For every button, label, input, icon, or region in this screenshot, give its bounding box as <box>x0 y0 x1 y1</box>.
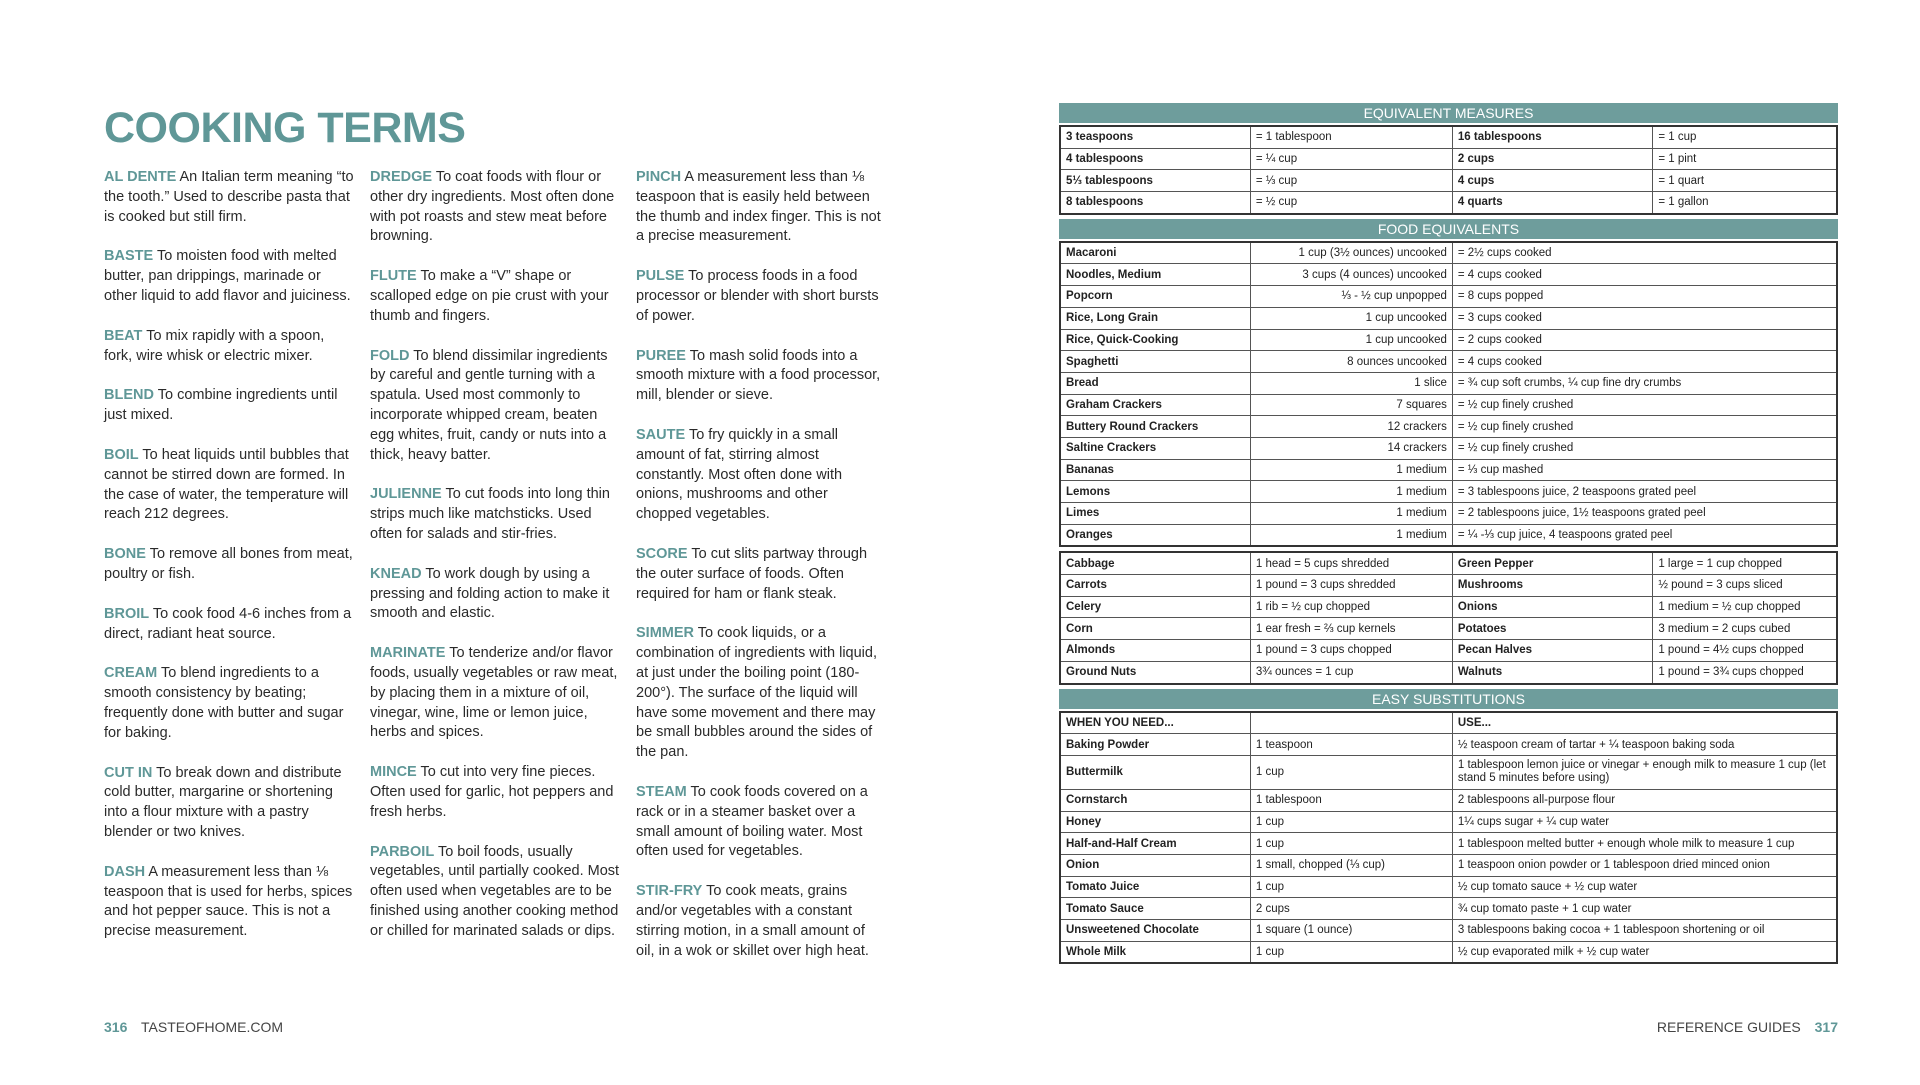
table-row <box>1060 876 1837 898</box>
term-name: MARINATE <box>370 645 446 662</box>
table-cell: Carrots <box>1060 575 1250 597</box>
term-definition: To combine ingredients until just mixed. <box>104 387 338 424</box>
table-cell: Spaghetti <box>1060 351 1250 373</box>
table-cell: Buttery Round Crackers <box>1060 416 1250 438</box>
table-row <box>1060 459 1837 481</box>
table-cell: Honey <box>1060 811 1250 833</box>
table-cell: Cabbage <box>1060 552 1250 574</box>
section-name: REFERENCE GUIDES <box>1656 1019 1801 1035</box>
term-name: CREAM <box>104 665 158 682</box>
term-definition: A measurement less than ⅛ teaspoon that is easily held between the thumb and index finger. This is not a precise measurement. <box>636 169 881 245</box>
table-cell: 12 crackers <box>1250 416 1452 438</box>
term-name: SCORE <box>636 545 688 562</box>
cooking-term <box>636 545 886 604</box>
term-definition: To mix rapidly with a spoon, fork, wire whisk or electric mixer. <box>104 327 325 364</box>
cooking-term <box>104 386 354 426</box>
table-cell: Buttermilk <box>1060 755 1250 789</box>
table-row <box>1060 789 1837 811</box>
term-definition: To cook foods covered on a rack or in a steamer basket over a small amount of boiling water. Most often used for vegetables. <box>636 783 868 860</box>
term-name: PINCH <box>636 169 682 185</box>
table-header-row <box>1060 712 1837 734</box>
table-row <box>1060 833 1837 855</box>
table-row <box>1060 481 1837 503</box>
table-row <box>1060 192 1837 214</box>
table-cell: 1 medium <box>1250 524 1452 546</box>
term-name: MINCE <box>370 764 417 781</box>
table-cell: = ⅓ cup <box>1250 170 1452 192</box>
term-definition: To make a “V” shape or scalloped edge on pie crust with your thumb and fingers. <box>370 268 609 324</box>
term-definition: To remove all bones from meat, poultry or fish. <box>104 546 353 582</box>
terms-column-3 <box>636 168 886 981</box>
table-cell: Walnuts <box>1452 661 1652 683</box>
table-cell: Bananas <box>1060 459 1250 481</box>
table-cell: Whole Milk <box>1060 941 1250 963</box>
table-cell: 1 cup <box>1250 811 1452 833</box>
cooking-term <box>370 485 622 544</box>
cooking-term <box>104 327 354 367</box>
term-name: BLEND <box>104 387 154 404</box>
table-cell: = 4 cups cooked <box>1452 351 1837 373</box>
table-cell: 3¾ ounces = 1 cup <box>1250 661 1452 683</box>
table-cell: Oranges <box>1060 524 1250 546</box>
table-cell: Tomato Sauce <box>1060 898 1250 920</box>
table-cell: 16 tablespoons <box>1452 126 1652 148</box>
easy-substitutions-heading: EASY SUBSTITUTIONS <box>1059 689 1838 709</box>
table-cell: 2 cups <box>1452 148 1652 170</box>
cooking-term <box>104 168 354 227</box>
table-cell: Almonds <box>1060 640 1250 662</box>
term-name: KNEAD <box>370 565 422 582</box>
table-cell: 1 pound = 4½ cups chopped <box>1653 640 1837 662</box>
table-cell: ½ cup evaporated milk + ½ cup water <box>1452 941 1837 963</box>
table-header-cell: USE... <box>1452 712 1837 734</box>
table-cell: 1 square (1 ounce) <box>1250 920 1452 942</box>
table-row <box>1060 437 1837 459</box>
term-name: BASTE <box>104 248 154 265</box>
table-cell: = ⅓ cup mashed <box>1452 459 1837 481</box>
table-cell: 1 cup <box>1250 833 1452 855</box>
table-cell: 1 teaspoon <box>1250 734 1452 756</box>
table-cell: 1 medium <box>1250 503 1452 525</box>
table-cell: 1 rib = ½ cup chopped <box>1250 596 1452 618</box>
table-row <box>1060 811 1837 833</box>
table-cell: 8 tablespoons <box>1060 192 1250 214</box>
table-cell: 1 pound = 3 cups shredded <box>1250 575 1452 597</box>
table-cell: Saltine Crackers <box>1060 437 1250 459</box>
table-cell: = ½ cup finely crushed <box>1452 416 1837 438</box>
table-row <box>1060 148 1837 170</box>
term-name: SIMMER <box>636 625 694 642</box>
table-cell: = ¾ cup soft crumbs, ¼ cup fine dry crumbs <box>1452 372 1837 394</box>
table-cell: Rice, Quick-Cooking <box>1060 329 1250 351</box>
term-name: PARBOIL <box>370 843 435 860</box>
term-definition: To blend ingredients to a smooth consistency by beating; frequently done with butter and sugar for baking. <box>104 665 344 741</box>
term-definition: To cook liquids, or a combination of ingredients with liquid, at just under the boiling point (180-200°). The surface of the liquid will have some movement and there may be small bubbles around the sides of the pan. <box>636 625 877 761</box>
term-definition: To moisten food with melted butter, pan drippings, marinade or other liquid to add flavor and juiciness. <box>104 248 351 304</box>
table-cell: 4 quarts <box>1452 192 1652 214</box>
term-name: STEAM <box>636 783 687 800</box>
cooking-term <box>370 267 622 326</box>
table-cell: 2 tablespoons all-purpose flour <box>1452 789 1837 811</box>
food-equivalents-heading: FOOD EQUIVALENTS <box>1059 219 1838 239</box>
table-row <box>1060 640 1837 662</box>
table-cell: = 1 quart <box>1653 170 1837 192</box>
footer-right <box>1657 1019 1838 1035</box>
term-definition: To tenderize and/or flavor foods, usually vegetables or raw meat, by placing them in a mixture of oil, vinegar, wine, lime or lemon juice, herbs and spices. <box>370 645 618 741</box>
table-row <box>1060 941 1837 963</box>
table-cell: = 4 cups cooked <box>1452 264 1837 286</box>
cooking-term <box>370 347 622 466</box>
table-cell: 1 teaspoon onion powder or 1 tablespoon dried minced onion <box>1452 854 1837 876</box>
table-cell: 1 cup uncooked <box>1250 329 1452 351</box>
table-cell: Graham Crackers <box>1060 394 1250 416</box>
table-cell: 1 tablespoon melted butter + enough whole milk to measure 1 cup <box>1452 833 1837 855</box>
table-cell: Green Pepper <box>1452 552 1652 574</box>
table-row <box>1060 552 1837 574</box>
table-cell: Pecan Halves <box>1452 640 1652 662</box>
table-cell: = 2½ cups cooked <box>1452 242 1837 264</box>
table-row <box>1060 126 1837 148</box>
term-definition: To boil foods, usually vegetables, until partially cooked. Most often used when vegetables are to be finished using another cooking method or chilled for marinated salads or dips. <box>370 843 620 939</box>
table-cell: 1¼ cups sugar + ¼ cup water <box>1452 811 1837 833</box>
table-cell: 1 cup <box>1250 941 1452 963</box>
table-cell: ¾ cup tomato paste + 1 cup water <box>1452 898 1837 920</box>
term-definition: To fry quickly in a small amount of fat, stirring almost constantly. Most often done with onions, mushrooms and other chopped vegetables. <box>636 426 843 523</box>
table-cell: 3 tablespoons baking cocoa + 1 tablespoon shortening or oil <box>1452 920 1837 942</box>
cooking-term <box>636 624 886 763</box>
table-cell: Celery <box>1060 596 1250 618</box>
table-row <box>1060 854 1837 876</box>
table-cell: Ground Nuts <box>1060 661 1250 683</box>
table-cell: 1 medium <box>1250 459 1452 481</box>
table-cell: Corn <box>1060 618 1250 640</box>
term-definition: To process foods in a food processor or blender with short bursts of power. <box>636 268 879 324</box>
term-name: BONE <box>104 546 146 563</box>
table-cell: Macaroni <box>1060 242 1250 264</box>
term-definition: To cook food 4-6 inches from a direct, radiant heat source. <box>104 605 352 642</box>
table-cell: 1 pound = 3¾ cups chopped <box>1653 661 1837 683</box>
table-cell: ½ cup tomato sauce + ½ cup water <box>1452 876 1837 898</box>
table-cell: = 1 gallon <box>1653 192 1837 214</box>
term-definition: A measurement less than ⅛ teaspoon that is used for herbs, spices and hot pepper sauce. This is not a precise measurement. <box>104 863 353 940</box>
footer-left <box>104 1019 283 1035</box>
cooking-term <box>636 783 886 862</box>
table-cell: 1 tablespoon lemon juice or vinegar + enough milk to measure 1 cup (let stand 5 minutes before using) <box>1452 755 1837 789</box>
table-row <box>1060 734 1837 756</box>
term-name: CUT IN <box>104 764 153 781</box>
reference-tables <box>1059 103 1838 968</box>
table-row <box>1060 898 1837 920</box>
equivalent-measures-heading: EQUIVALENT MEASURES <box>1059 103 1838 123</box>
term-definition: To cut into very fine pieces. Often used for garlic, hot peppers and fresh herbs. <box>370 764 614 820</box>
cooking-term <box>104 863 354 942</box>
table-row <box>1060 755 1837 789</box>
table-row <box>1060 524 1837 546</box>
cooking-term <box>104 545 354 585</box>
cooking-term <box>370 843 622 942</box>
table-header-cell <box>1250 712 1452 734</box>
table-cell: = ½ cup finely crushed <box>1452 394 1837 416</box>
table-row <box>1060 264 1837 286</box>
table-row <box>1060 596 1837 618</box>
cooking-term <box>104 605 354 645</box>
table-row <box>1060 242 1837 264</box>
table-cell: 1 head = 5 cups shredded <box>1250 552 1452 574</box>
table-cell: Limes <box>1060 503 1250 525</box>
table-cell: = 2 cups cooked <box>1452 329 1837 351</box>
table-cell: 1 tablespoon <box>1250 789 1452 811</box>
table-cell: = 2 tablespoons juice, 1½ teaspoons grated peel <box>1452 503 1837 525</box>
term-name: STIR-FRY <box>636 883 703 900</box>
table-cell: 4 tablespoons <box>1060 148 1250 170</box>
term-name: FLUTE <box>370 268 417 285</box>
table-cell: Onions <box>1452 596 1652 618</box>
table-row <box>1060 372 1837 394</box>
table-cell: Tomato Juice <box>1060 876 1250 898</box>
table-cell: 14 crackers <box>1250 437 1452 459</box>
table-cell: Unsweetened Chocolate <box>1060 920 1250 942</box>
easy-substitutions-table <box>1059 711 1838 965</box>
cooking-term <box>636 168 886 247</box>
cooking-term <box>636 882 886 961</box>
terms-column-1 <box>104 168 354 962</box>
term-name: BROIL <box>104 605 150 622</box>
table-cell: 1 pound = 3 cups chopped <box>1250 640 1452 662</box>
term-definition: To cut foods into long thin strips much like matchsticks. Used often for salads and stir-fries. <box>370 486 610 542</box>
table-cell: 1 cup (3½ ounces) uncooked <box>1250 242 1452 264</box>
term-definition: An Italian term meaning “to the tooth.” Used to describe pasta that is cooked but still firm. <box>104 169 354 225</box>
table-cell: Noodles, Medium <box>1060 264 1250 286</box>
table-cell: Mushrooms <box>1452 575 1652 597</box>
page-number-right: 317 <box>1814 1019 1838 1035</box>
term-definition: To cut slits partway through the outer surface of foods. Often required for ham or flank steak. <box>636 545 868 602</box>
table-cell: Onion <box>1060 854 1250 876</box>
term-name: PUREE <box>636 347 686 364</box>
term-name: BOIL <box>104 446 139 463</box>
table-cell: 3 cups (4 ounces) uncooked <box>1250 264 1452 286</box>
table-cell: ½ pound = 3 cups sliced <box>1653 575 1837 597</box>
table-cell: Baking Powder <box>1060 734 1250 756</box>
term-name: PULSE <box>636 268 685 285</box>
cooking-term <box>370 168 622 247</box>
table-cell: 5⅓ tablespoons <box>1060 170 1250 192</box>
cooking-term <box>636 267 886 326</box>
table-cell: = 1 pint <box>1653 148 1837 170</box>
page-number-left: 316 <box>104 1019 128 1035</box>
term-name: DASH <box>104 863 146 880</box>
table-cell: Cornstarch <box>1060 789 1250 811</box>
table-cell: 1 slice <box>1250 372 1452 394</box>
table-row <box>1060 170 1837 192</box>
table-cell: Rice, Long Grain <box>1060 307 1250 329</box>
table-cell: 3 medium = 2 cups cubed <box>1653 618 1837 640</box>
cooking-term <box>104 247 354 306</box>
table-cell: 1 cup <box>1250 876 1452 898</box>
table-cell: 2 cups <box>1250 898 1452 920</box>
table-row <box>1060 575 1837 597</box>
term-definition: To coat foods with flour or other dry ingredients. Most often done with pot roasts and stew meat before browning. <box>370 169 615 245</box>
terms-column-2 <box>370 168 622 962</box>
table-cell: = ¼ cup <box>1250 148 1452 170</box>
term-name: JULIENNE <box>370 486 442 503</box>
table-cell: = ¼ -⅓ cup juice, 4 teaspoons grated peel <box>1452 524 1837 546</box>
page-title: COOKING TERMS <box>104 104 466 152</box>
table-row <box>1060 416 1837 438</box>
table-cell: 1 small, chopped (⅓ cup) <box>1250 854 1452 876</box>
table-row <box>1060 329 1837 351</box>
table-row <box>1060 920 1837 942</box>
table-cell: 1 cup <box>1250 755 1452 789</box>
term-definition: To heat liquids until bubbles that cannot be stirred down are formed. In the case of water, the temperature will reach 212 degrees. <box>104 446 349 523</box>
term-name: DREDGE <box>370 169 433 185</box>
table-cell: = 1 tablespoon <box>1250 126 1452 148</box>
table-cell: 1 medium = ½ cup chopped <box>1653 596 1837 618</box>
table-header-cell: WHEN YOU NEED... <box>1060 712 1250 734</box>
table-cell: 1 large = 1 cup chopped <box>1653 552 1837 574</box>
term-definition: To blend dissimilar ingredients by careful and gentle turning with a spatula. Used most commonly to incorporate whipped cream, beaten egg whites, fruit, candy or nuts into a thick, heavy batter. <box>370 347 608 463</box>
term-name: BEAT <box>104 327 143 344</box>
table-cell: 3 teaspoons <box>1060 126 1250 148</box>
table-cell: ½ teaspoon cream of tartar + ¼ teaspoon baking soda <box>1452 734 1837 756</box>
food-equivalents-table <box>1059 241 1838 548</box>
table-cell: = 3 tablespoons juice, 2 teaspoons grated peel <box>1452 481 1837 503</box>
cooking-term <box>370 763 622 822</box>
table-row <box>1060 618 1837 640</box>
term-definition: To work dough by using a pressing and folding action to make it smooth and elastic. <box>370 565 610 622</box>
cooking-term <box>370 644 622 743</box>
term-definition: To cook meats, grains and/or vegetables with a constant stirring motion, in a small amount of oil, in a wok or skillet over high heat. <box>636 883 869 959</box>
table-row <box>1060 503 1837 525</box>
table-cell: Lemons <box>1060 481 1250 503</box>
table-cell: 1 ear fresh = ⅔ cup kernels <box>1250 618 1452 640</box>
table-cell: 1 medium <box>1250 481 1452 503</box>
table-row <box>1060 307 1837 329</box>
table-cell: 7 squares <box>1250 394 1452 416</box>
table-row <box>1060 351 1837 373</box>
table-row <box>1060 394 1837 416</box>
table-cell: Potatoes <box>1452 618 1652 640</box>
table-row <box>1060 286 1837 308</box>
table-cell: 1 cup uncooked <box>1250 307 1452 329</box>
term-name: SAUTE <box>636 426 686 443</box>
term-name: AL DENTE <box>104 169 177 185</box>
cooking-term <box>370 565 622 624</box>
table-cell: ⅓ - ½ cup unpopped <box>1250 286 1452 308</box>
cooking-term <box>104 446 354 525</box>
cooking-term <box>636 347 886 406</box>
equivalent-measures-table <box>1059 125 1838 215</box>
table-cell: Half-and-Half Cream <box>1060 833 1250 855</box>
cooking-term <box>636 426 886 525</box>
table-cell: Popcorn <box>1060 286 1250 308</box>
table-cell: 4 cups <box>1452 170 1652 192</box>
table-cell: = 8 cups popped <box>1452 286 1837 308</box>
table-cell: 8 ounces uncooked <box>1250 351 1452 373</box>
produce-equivalents-table <box>1059 551 1838 684</box>
site-name: TASTEOFHOME.COM <box>141 1019 284 1035</box>
table-cell: = ½ cup finely crushed <box>1452 437 1837 459</box>
term-definition: To mash solid foods into a smooth mixture with a food processor, mill, blender or sieve. <box>636 347 881 404</box>
term-definition: To break down and distribute cold butter, margarine or shortening into a flour mixture with a pastry blender or two knives. <box>104 764 342 840</box>
cooking-term <box>104 764 354 843</box>
cooking-term <box>104 664 354 743</box>
term-name: FOLD <box>370 347 410 364</box>
table-cell: Bread <box>1060 372 1250 394</box>
table-cell: = 3 cups cooked <box>1452 307 1837 329</box>
table-cell: = ½ cup <box>1250 192 1452 214</box>
table-cell: = 1 cup <box>1653 126 1837 148</box>
table-row <box>1060 661 1837 683</box>
